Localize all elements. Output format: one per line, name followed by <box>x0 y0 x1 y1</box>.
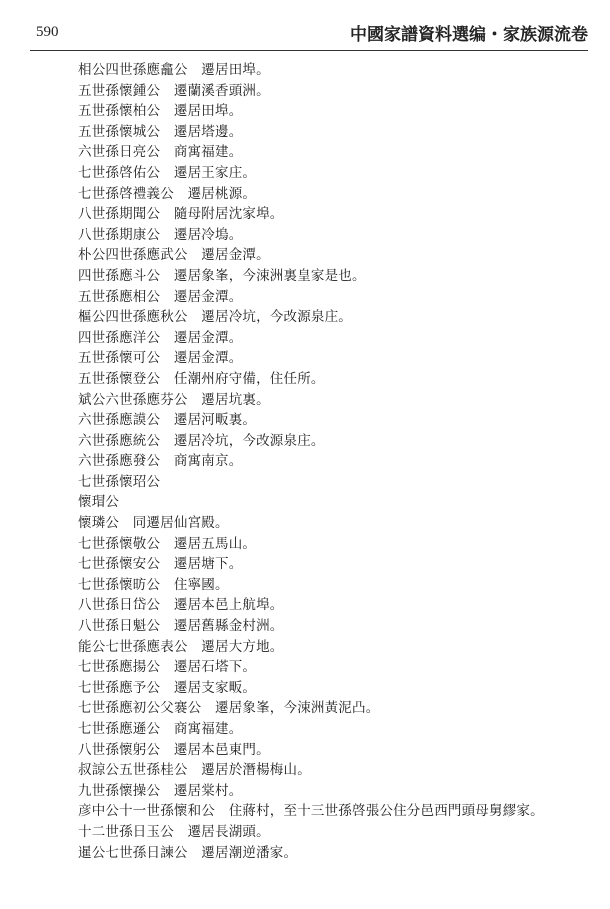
genealogy-entry-line: 七世孫啓佑公 遷居王家庄。 <box>78 164 257 181</box>
genealogy-entry-line: 五世孫懷登公 任潮州府守備，住任所。 <box>78 370 325 387</box>
genealogy-entry-line: 八世孫懷躬公 遷居本邑東門。 <box>78 741 270 758</box>
genealogy-entry-line: 七世孫應初公父褰公 遷居象峯，今涑洲黃泥凸。 <box>78 700 380 717</box>
genealogy-entry-line: 七世孫懷安公 遷居塘下。 <box>78 556 243 573</box>
genealogy-entry-line: 六世孫應統公 遷居冷坑，今改源泉庄。 <box>78 432 325 449</box>
genealogy-entry-line: 七世孫懷昉公 住寧國。 <box>78 576 229 593</box>
genealogy-entry-line: 六世孫日亮公 商寓福建。 <box>78 144 243 161</box>
genealogy-entry-line: 暹公七世孫日諫公 遷居潮逆潘家。 <box>78 844 298 861</box>
genealogy-entry-line: 七世孫啓禮義公 遷居桃源。 <box>78 185 257 202</box>
genealogy-entry-line: 彦中公十一世孫懷和公 住蔣村，至十三世孫啓張公住分邑西門頭母舅繆家。 <box>78 803 544 820</box>
genealogy-entry-line: 七世孫懷敬公 遷居五馬山。 <box>78 535 257 552</box>
genealogy-entry-line: 懷瑁公 <box>78 494 120 511</box>
genealogy-entry-line: 七世孫懷玿公 <box>78 473 161 490</box>
genealogy-entry-line: 八世孫期聞公 隨母附居沈家埠。 <box>78 206 284 223</box>
genealogy-entry-line: 朴公四世孫應武公 遷居金潭。 <box>78 247 270 264</box>
running-title: 中國家譜資料選编・家族源流卷 <box>350 25 588 45</box>
genealogy-entry-line: 懷璘公 同遷居仙宮殿。 <box>78 515 229 532</box>
genealogy-entry-line: 相公四世孫應龕公 遷居田埠。 <box>78 62 270 78</box>
genealogy-entry-line: 八世孫日岱公 遷居本邑上航埠。 <box>78 597 284 614</box>
genealogy-entry-line: 七世孫應揚公 遷居石塔下。 <box>78 659 257 676</box>
genealogy-entry-list <box>78 60 598 863</box>
genealogy-entry-line: 六世孫應發公 商寓南京。 <box>78 453 243 470</box>
genealogy-entry-line: 九世孫懷操公 遷居棠村。 <box>78 782 243 799</box>
genealogy-entry-line: 四世孫應洋公 遷居金潭。 <box>78 329 243 346</box>
genealogy-entry-line: 五世孫應相公 遷居金潭。 <box>78 288 243 305</box>
page-header <box>36 20 588 46</box>
genealogy-entry-line: 五世孫懷鍾公 遷蘭溪香頭洲。 <box>78 82 270 99</box>
header-rule <box>30 50 588 51</box>
genealogy-entry-line: 十二世孫日玉公 遷居長湖頭。 <box>78 823 270 840</box>
genealogy-entry-line: 八世孫日魁公 遷居舊縣金村洲。 <box>78 618 284 635</box>
genealogy-entry-line: 五世孫懷城公 遷居塔邊。 <box>78 123 243 140</box>
genealogy-entry-line: 五世孫懷柏公 遷居田埠。 <box>78 103 243 120</box>
page-number: 590 <box>36 24 59 40</box>
genealogy-entry-line: 叔諒公五世孫桂公 遷居於潛楊梅山。 <box>78 762 311 779</box>
genealogy-entry-line: 八世孫期康公 遷居冷塢。 <box>78 226 243 243</box>
genealogy-entry-line: 斌公六世孫應芬公 遷居坑裏。 <box>78 391 270 408</box>
genealogy-entry-line: 五世孫懷可公 遷居金潭。 <box>78 350 243 367</box>
genealogy-entry-line: 六世孫應謨公 遷居河畈裏。 <box>78 412 257 429</box>
genealogy-entry-line: 四世孫應斗公 遷居象峯，今涑洲裏皇家是也。 <box>78 267 366 284</box>
genealogy-entry-line: 樞公四世孫應秋公 遷居冷坑，今改源泉庄。 <box>78 309 352 326</box>
genealogy-entry-line: 七世孫應遜公 商寓福建。 <box>78 721 243 737</box>
genealogy-entry-line: 能公七世孫應表公 遷居大方地。 <box>78 638 284 655</box>
genealogy-entry-line: 七世孫應予公 遷居支家畈。 <box>78 679 257 696</box>
